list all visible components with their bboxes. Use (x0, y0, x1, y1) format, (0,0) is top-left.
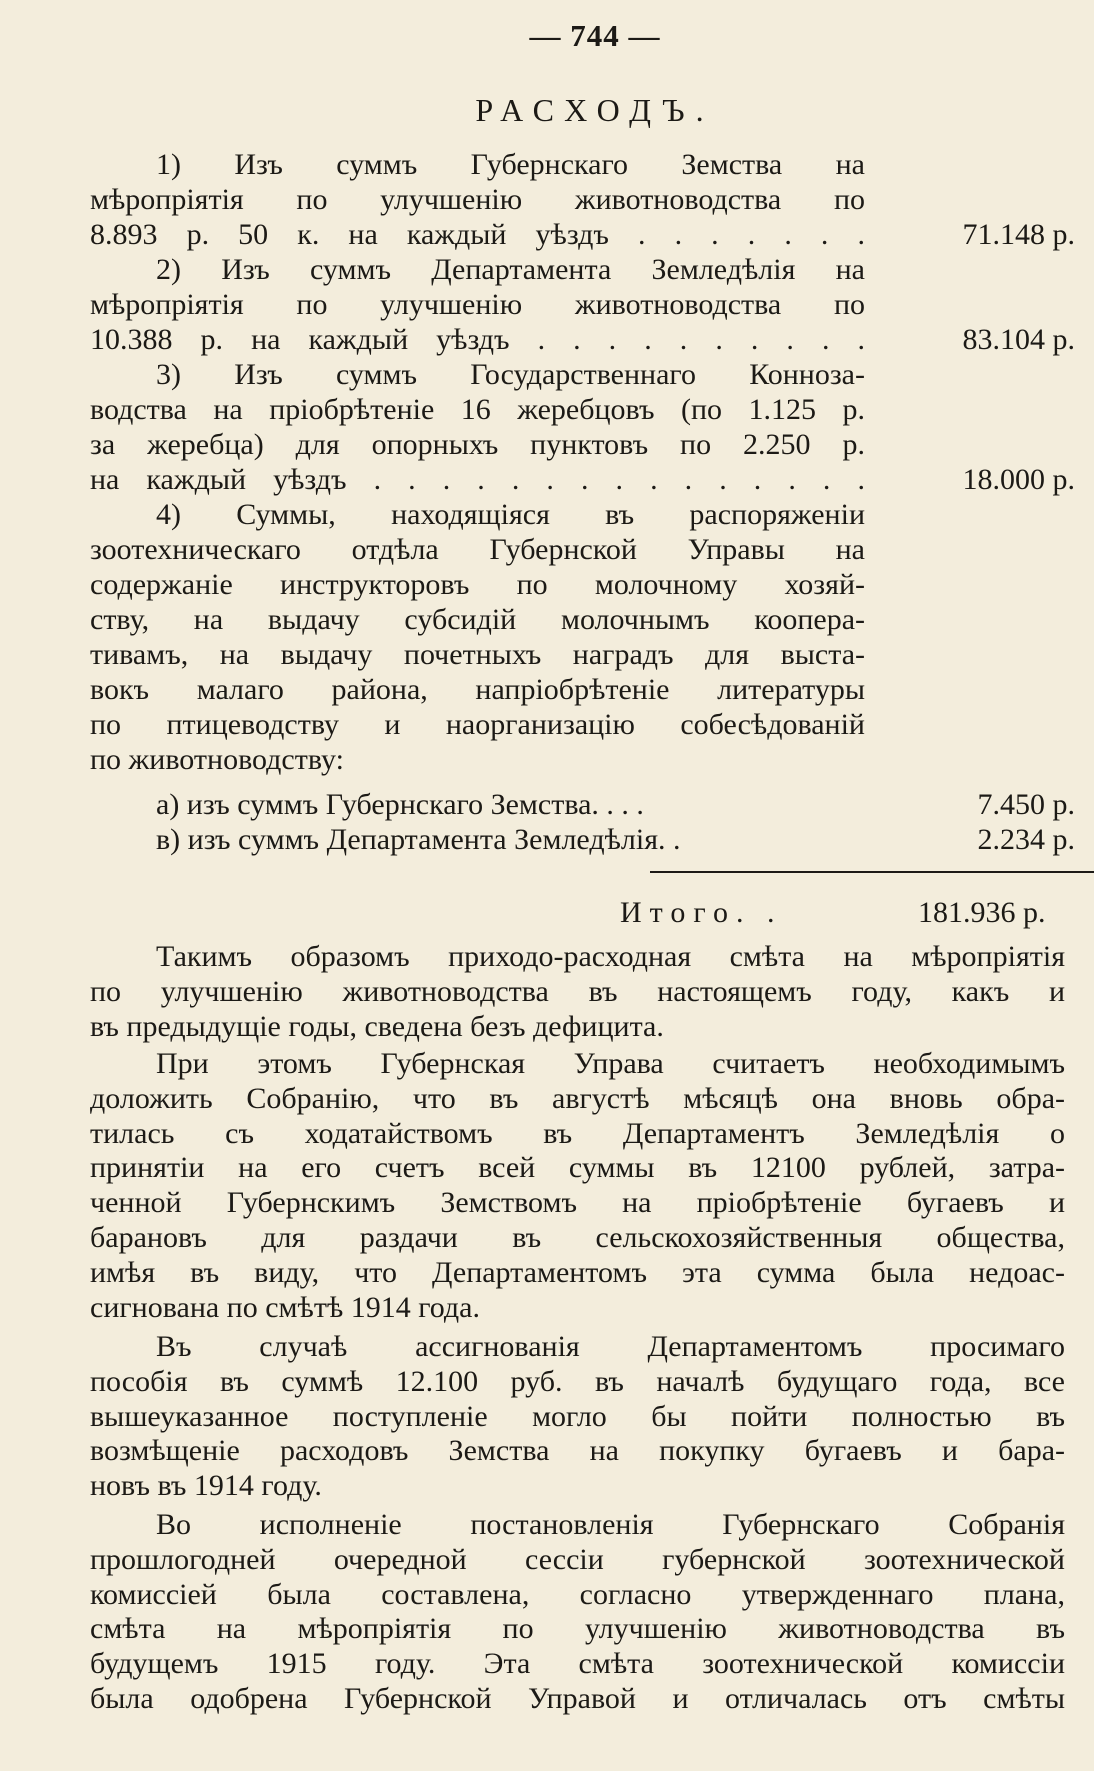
paragraph-line: барановъ для раздачи въ сельскохозяйственныя общества, (90, 1220, 1065, 1254)
item-line: по птицеводству и наорганизацію собесѣдованій (90, 708, 865, 741)
paragraph-line: доложить Собранію, что въ августѣ мѣсяцѣ она вновь обра- (90, 1081, 1065, 1115)
item-amount: 71.148 р. (962, 218, 1075, 251)
subitem-text: а) изъ суммъ Губернскаго Земства. . . . (156, 788, 644, 821)
item-line: за жеребца) для опорныхъ пунктовъ по 2.250 р. (90, 428, 865, 461)
item-line: ству, на выдачу субсидій молочнымъ коопера- (90, 603, 865, 636)
subitem-text: в) изъ суммъ Департамента Земледѣлія. . (156, 823, 681, 856)
item-line: 8.893 р. 50 к. на каждый уѣздъ . . . . . . . (90, 218, 865, 251)
paragraph-line: смѣта на мѣропріятія по улучшенію животноводства въ (90, 1612, 1065, 1646)
item-amount: 83.104 р. (962, 323, 1075, 356)
item-line: 3) Изъ суммъ Государственнаго Конноза- (156, 358, 865, 391)
subitem-b (90, 822, 1075, 857)
paragraph-line: Во исполненіе постановленія Губернскаго Собранія (156, 1508, 1065, 1541)
item-line: по животноводству: (90, 743, 344, 776)
subitem-amount: 2.234 р. (977, 823, 1075, 856)
item-line: зоотехническаго отдѣла Губернской Управы на (90, 533, 865, 566)
expense-item-1 (90, 147, 1075, 252)
item-line: 1) Изъ суммъ Губернскаго Земства на (156, 148, 865, 181)
paragraph-4 (90, 1508, 1065, 1717)
paragraph-line: прошлогодней очередной сессіи губернской зоотехнической (90, 1542, 1065, 1576)
page-number: — 744 — (529, 18, 661, 53)
paragraph-line: была одобрена Губернской Управой и отличалась отъ смѣты (90, 1681, 1065, 1715)
item-line: мѣропріятія по улучшенію животноводства по (90, 183, 865, 216)
paragraph-line: имѣя въ виду, что Департаментомъ эта сумма была недоас- (90, 1255, 1065, 1289)
item-amount: 18.000 р. (962, 463, 1075, 496)
paragraph-line: сигнована по смѣтѣ 1914 года. (90, 1290, 480, 1324)
paragraph-line: вышеуказанное поступленіе могло бы пойти полностью въ (90, 1399, 1065, 1433)
total-label: Итого. . (620, 896, 783, 929)
paragraph-line: въ предыдущіе годы, сведена безъ дефицита. (90, 1009, 664, 1043)
paragraph-line: При этомъ Губернская Управа считаетъ необходимымъ (156, 1047, 1065, 1080)
item-line: водства на пріобрѣтеніе 16 жеребцовъ (по 1.125 р. (90, 393, 865, 426)
paragraph-2 (90, 1047, 1065, 1325)
subitem-a (90, 787, 1075, 822)
section-heading: РАСХОДЪ. (475, 92, 715, 128)
paragraph-line: ченной Губернскимъ Земствомъ на пріобрѣтеніе бугаевъ и (90, 1186, 1065, 1220)
expense-item-4 (90, 497, 865, 777)
paragraph-line: пособія въ суммѣ 12.100 руб. въ началѣ будущаго года, все (90, 1364, 1065, 1398)
item-line: вокъ малаго района, напріобрѣтеніе литературы (90, 673, 865, 706)
paragraph-3 (90, 1330, 1065, 1504)
subitem-amount: 7.450 р. (977, 788, 1075, 821)
item-line: 4) Суммы, находящіяся въ распоряженіи (156, 498, 865, 531)
item-line: 10.388 р. на каждый уѣздъ . . . . . . . . . . (90, 323, 865, 356)
item-line: на каждый уѣздъ . . . . . . . . . . . . . . . (90, 463, 865, 496)
item-line: содержаніе инструкторовъ по молочному хозяй- (90, 568, 865, 601)
paragraph-line: возмѣщеніе расходовъ Земства на покупку бугаевъ и бара- (90, 1434, 1065, 1468)
expense-item-3 (90, 357, 1075, 497)
paragraph-line: комиссіей была составлена, согласно утвержденнаго плана, (90, 1577, 1065, 1611)
paragraph-line: Такимъ образомъ приходо-расходная смѣта на мѣропріятія (156, 940, 1065, 973)
paragraph-1 (90, 940, 1065, 1044)
paragraph-line: принятіи на его счетъ всей суммы въ 12100 рублей, затра- (90, 1151, 1065, 1185)
paragraph-line: Въ случаѣ ассигнованія Департаментомъ просимаго (156, 1330, 1065, 1363)
paragraph-line: будущемъ 1915 году. Эта смѣта зоотехнической комиссіи (90, 1647, 1065, 1681)
expense-item-2 (90, 252, 1075, 357)
paragraph-line: по улучшенію животноводства въ настоящемъ году, какъ и (90, 974, 1065, 1008)
paragraph-line: тилась съ ходатайствомъ въ Департаментъ Земледѣлія о (90, 1116, 1065, 1150)
item-line: 2) Изъ суммъ Департамента Земледѣлія на (156, 253, 865, 286)
item-line: тивамъ, на выдачу почетныхъ наградъ для выста- (90, 638, 865, 671)
total-rule (650, 871, 1094, 873)
total-amount: 181.936 р. (918, 896, 1046, 929)
item-line: мѣропріятія по улучшенію животноводства по (90, 288, 865, 321)
paragraph-line: новъ въ 1914 году. (90, 1469, 322, 1503)
